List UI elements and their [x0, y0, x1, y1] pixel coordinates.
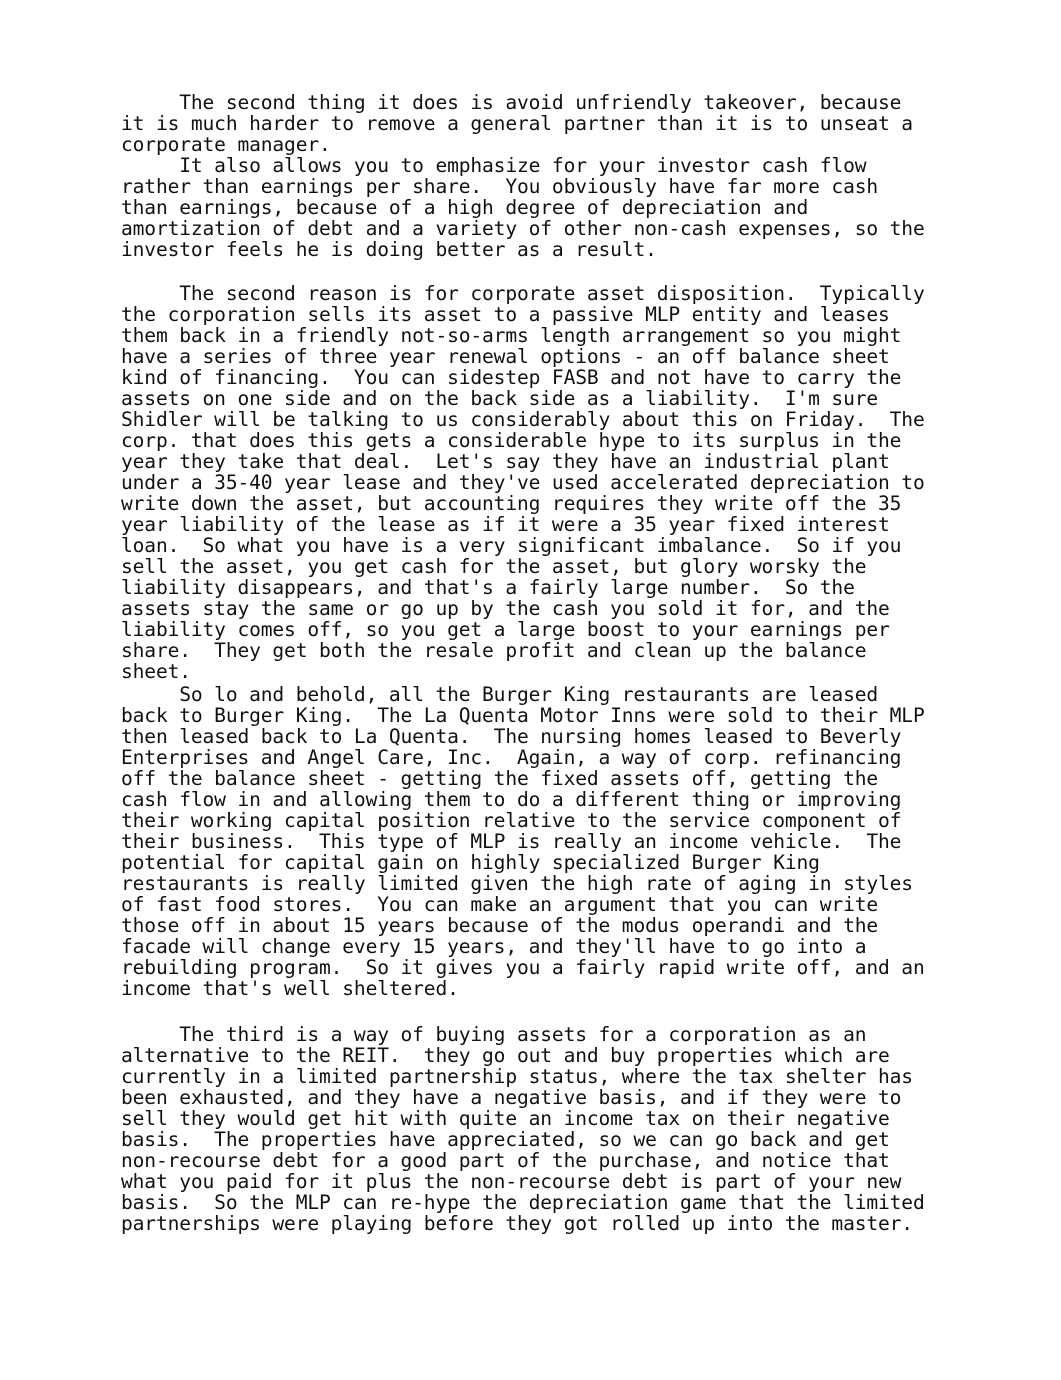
- text-line: So lo and behold, all the Burger King restaurants are leased: [121, 683, 879, 706]
- text-line: loan. So what you have is a very significant imbalance. So if you: [121, 534, 902, 557]
- text-line: year liability of the lease as if it were a 35 year fixed interest: [121, 513, 890, 536]
- text-line: basis. The properties have appreciated, so we can go back and get: [121, 1128, 890, 1151]
- text-line: investor feels he is doing better as a result.: [121, 238, 657, 261]
- text-line: rebuilding program. So it gives you a fairly rapid write off, and an: [121, 956, 925, 979]
- text-line: cash flow in and allowing them to do a different thing or improving: [121, 788, 902, 811]
- text-line: Shidler will be talking to us considerably about this on Friday. The: [121, 408, 925, 431]
- text-line: corp. that does this gets a considerable hype to its surplus in the: [121, 429, 902, 452]
- text-line: their working capital position relative to the service component of: [121, 809, 902, 832]
- text-line: rather than earnings per share. You obviously have far more cash: [121, 175, 879, 198]
- text-line: year they take that deal. Let's say they have an industrial plant: [121, 450, 890, 473]
- text-line: their business. This type of MLP is really an income vehicle. The: [121, 830, 902, 853]
- text-line: it is much harder to remove a general partner than it is to unseat a: [121, 112, 913, 135]
- text-line: amortization of debt and a variety of other non-cash expenses, so the: [121, 217, 925, 240]
- text-line: sheet.: [121, 660, 191, 683]
- text-line: facade will change every 15 years, and they'll have to go into a: [121, 935, 867, 958]
- text-line: than earnings, because of a high degree of depreciation and: [121, 196, 809, 219]
- text-line: of fast food stores. You can make an argument that you can write: [121, 893, 879, 916]
- text-line: then leased back to La Quenta. The nursing homes leased to Beverly: [121, 725, 902, 748]
- text-line: sell they would get hit with quite an income tax on their negative: [121, 1107, 890, 1130]
- text-line: non-recourse debt for a good part of the purchase, and notice that: [121, 1149, 890, 1172]
- text-line: alternative to the REIT. they go out and buy properties which are: [121, 1044, 890, 1067]
- text-line: kind of financing. You can sidestep FASB and not have to carry the: [121, 366, 902, 389]
- text-line: The second reason is for corporate asset disposition. Typically: [121, 282, 925, 305]
- text-line: what you paid for it plus the non-recourse debt is part of your new: [121, 1170, 902, 1193]
- text-line: off the balance sheet - getting the fixed assets off, getting the: [121, 767, 879, 790]
- text-line: corporate manager.: [121, 133, 331, 156]
- text-line: restaurants is really limited given the high rate of aging in styles: [121, 872, 913, 895]
- text-line: income that's well sheltered.: [121, 977, 459, 1000]
- text-line: assets on one side and on the back side as a liability. I'm sure: [121, 387, 879, 410]
- text-line: assets stay the same or go up by the cash you sold it for, and the: [121, 597, 890, 620]
- text-line: the corporation sells its asset to a passive MLP entity and leases: [121, 303, 890, 326]
- text-line: The third is a way of buying assets for a corporation as an: [121, 1023, 867, 1046]
- text-line: basis. So the MLP can re-hype the depreciation game that the limited: [121, 1191, 925, 1214]
- text-line: been exhausted, and they have a negative basis, and if they were to: [121, 1086, 902, 1109]
- text-line: potential for capital gain on highly specialized Burger King: [121, 851, 820, 874]
- text-line: It also allows you to emphasize for your investor cash flow: [121, 154, 867, 177]
- text-line: share. They get both the resale profit and clean up the balance: [121, 639, 867, 662]
- text-line: have a series of three year renewal options - an off balance sheet: [121, 345, 890, 368]
- text-line: back to Burger King. The La Quenta Motor Inns were sold to their MLP: [121, 704, 925, 727]
- text-line: liability disappears, and that's a fairly large number. So the: [121, 576, 855, 599]
- text-line: write down the asset, but accounting requires they write off the 35: [121, 492, 902, 515]
- text-line: those off in about 15 years because of the modus operandi and the: [121, 914, 879, 937]
- text-line: under a 35-40 year lease and they've used accelerated depreciation to: [121, 471, 925, 494]
- text-line: The second thing it does is avoid unfriendly takeover, because: [121, 91, 902, 114]
- text-line: Enterprises and Angel Care, Inc. Again, a way of corp. refinancing: [121, 746, 902, 769]
- text-line: them back in a friendly not-so-arms length arrangement so you might: [121, 324, 902, 347]
- text-line: partnerships were playing before they got rolled up into the master.: [121, 1212, 913, 1235]
- text-line: liability comes off, so you get a large boost to your earnings per: [121, 618, 890, 641]
- text-line: currently in a limited partnership status, where the tax shelter has: [121, 1065, 913, 1088]
- text-line: sell the asset, you get cash for the asset, but glory worsky the: [121, 555, 867, 578]
